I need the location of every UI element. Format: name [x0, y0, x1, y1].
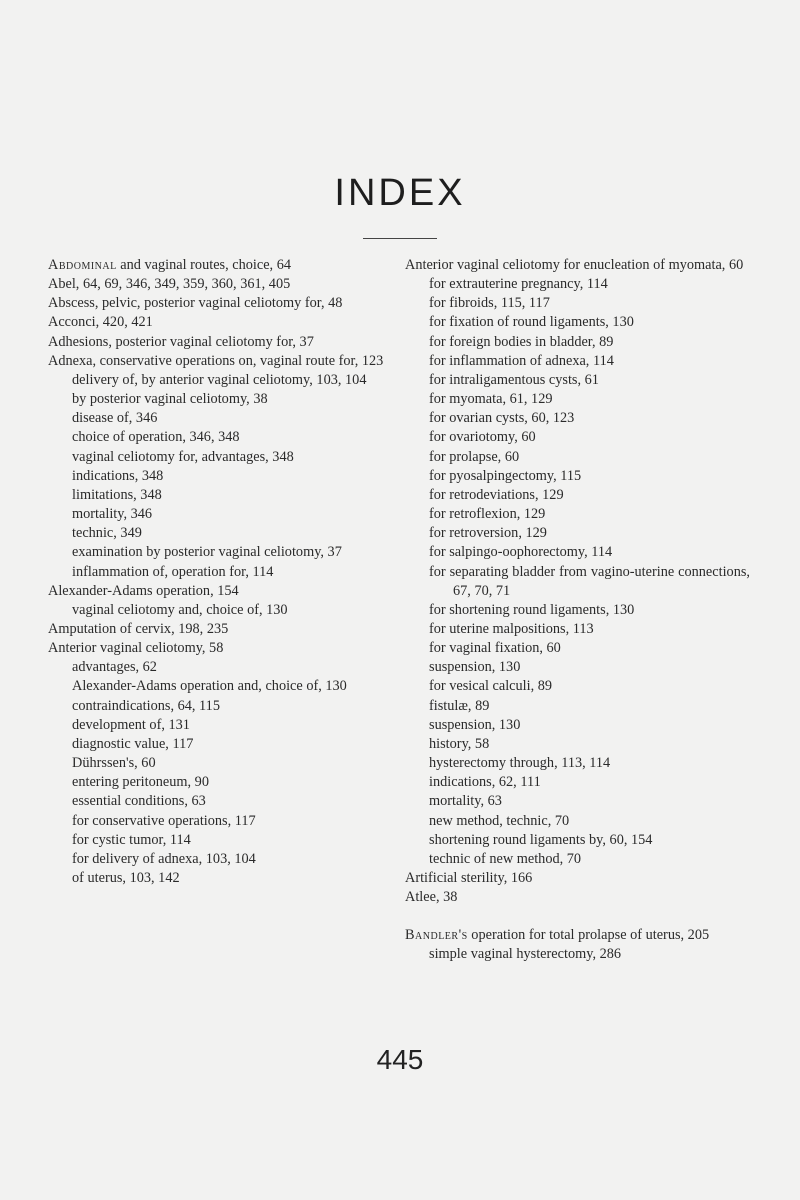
index-entry [48, 294, 394, 313]
index-entry-text: for inflammation of adnexa, 114 [429, 352, 614, 369]
index-subentry [405, 428, 750, 447]
index-subentry [48, 601, 394, 620]
index-entry-text: for conservative operations, 117 [72, 812, 256, 829]
index-subentry [405, 543, 750, 562]
index-subentry [405, 658, 750, 677]
index-subentry [48, 735, 394, 754]
index-subentry [405, 754, 750, 773]
index-subentry [48, 428, 394, 447]
index-column-left [48, 256, 394, 888]
index-subentry [405, 639, 750, 658]
index-entry-text: for separating bladder from vagino-uterine connections, 67, 70, 71 [429, 563, 750, 599]
index-subentry [48, 486, 394, 505]
index-entry [48, 256, 394, 275]
index-entry [48, 639, 394, 658]
index-entry-text: limitations, 348 [72, 486, 162, 503]
index-subentry [405, 505, 750, 524]
index-subentry [405, 275, 750, 294]
index-entry-text: by posterior vaginal celiotomy, 38 [72, 391, 268, 408]
index-entry-text: suspension, 130 [429, 716, 521, 733]
index-entry-text: technic, 349 [72, 525, 142, 542]
index-entry-text: simple vaginal hysterectomy, 286 [429, 946, 622, 963]
index-subentry [48, 831, 394, 850]
index-subentry [48, 390, 394, 409]
index-entry-text: essential conditions, 63 [72, 793, 206, 810]
index-entry [405, 926, 750, 945]
index-subentry [48, 773, 394, 792]
index-entry-text: Alexander-Adams operation, 154 [48, 582, 239, 599]
index-subentry [405, 409, 750, 428]
index-entry-text: Anterior vaginal celiotomy, 58 [48, 640, 224, 657]
index-entry-text: for shortening round ligaments, 130 [429, 601, 635, 618]
index-subentry [405, 716, 750, 735]
index-entry-text: Anterior vaginal celiotomy for enucleation of myomata, 60 [405, 257, 744, 273]
index-subentry [405, 677, 750, 696]
index-subentry [48, 869, 394, 888]
index-entry-text: for vaginal fixation, 60 [429, 640, 561, 657]
index-entry-text: for pyosalpingectomy, 115 [429, 467, 582, 484]
index-entry-text: Dührssen's, 60 [72, 755, 156, 772]
index-entry-text: Amputation of cervix, 198, 235 [48, 620, 229, 637]
index-entry-text: vaginal celiotomy and, choice of, 130 [72, 601, 288, 618]
index-entry-text: for retroversion, 129 [429, 525, 547, 542]
index-subentry [405, 792, 750, 811]
index-subentry [405, 467, 750, 486]
index-subentry [405, 945, 750, 964]
index-entry-text: indications, 348 [72, 467, 164, 484]
index-entry-text: shortening round ligaments by, 60, 154 [429, 831, 653, 848]
index-entry-text: for ovariotomy, 60 [429, 429, 536, 446]
index-subentry [405, 390, 750, 409]
index-entry [48, 275, 394, 294]
index-subentry [48, 371, 394, 390]
index-entry-text: for ovarian cysts, 60, 123 [429, 410, 575, 427]
index-entry-text: choice of operation, 346, 348 [72, 429, 240, 446]
index-subentry [48, 467, 394, 486]
index-subentry [405, 697, 750, 716]
index-column-right [405, 256, 750, 965]
index-entry-text: development of, 131 [72, 716, 190, 733]
index-entry-text: suspension, 130 [429, 659, 521, 676]
index-entry-text: for retroflexion, 129 [429, 506, 546, 523]
index-entry [405, 888, 750, 907]
index-entry-text: Abel, 64, 69, 346, 349, 359, 360, 361, 405 [48, 276, 291, 293]
index-subentry [405, 313, 750, 332]
index-entry-text: for fibroids, 115, 117 [429, 295, 550, 312]
index-subentry [405, 294, 750, 313]
index-subentry [48, 850, 394, 869]
index-entry-text: and vaginal routes, choice, 64 [116, 257, 292, 273]
index-entry-text: operation for total prolapse of uterus, 205 [467, 927, 710, 944]
index-subentry [405, 524, 750, 543]
index-entry-text: diagnostic value, 117 [72, 735, 194, 752]
index-entry-text: advantages, 62 [72, 659, 157, 676]
index-subentry [405, 831, 750, 850]
index-entry-text: mortality, 346 [72, 506, 153, 523]
index-entry-text: vaginal celiotomy for, advantages, 348 [72, 448, 294, 465]
index-subentry [405, 620, 750, 639]
index-subentry [405, 601, 750, 620]
index-subentry [48, 792, 394, 811]
index-subentry [48, 543, 394, 562]
index-entry-lead: Bandler's [405, 927, 468, 944]
index-entry-text: for uterine malpositions, 113 [429, 620, 594, 637]
index-entry-text: for vesical calculi, 89 [429, 678, 553, 695]
index-subentry [405, 486, 750, 505]
index-subentry [48, 505, 394, 524]
index-entry-text: indications, 62, 111 [429, 774, 541, 791]
index-letter-gap [405, 907, 750, 926]
index-entry-text: entering peritoneum, 90 [72, 774, 209, 791]
index-entry-text: for extrauterine pregnancy, 114 [429, 276, 608, 293]
index-entry-text: fistulæ, 89 [429, 697, 490, 714]
index-entry-text: Adhesions, posterior vaginal celiotomy for, 37 [48, 333, 314, 350]
index-entry-text: Atlee, 38 [405, 889, 458, 906]
index-entry-text: Alexander-Adams operation and, choice of, 130 [72, 678, 347, 695]
index-entry-text: examination by posterior vaginal celiotomy, 37 [72, 544, 342, 561]
index-subentry [48, 812, 394, 831]
index-subentry [405, 333, 750, 352]
index-entry-text: disease of, 346 [72, 410, 158, 427]
index-entry-text: Acconci, 420, 421 [48, 314, 153, 331]
index-entry-text: technic of new method, 70 [429, 850, 582, 867]
index-entry-text: for delivery of adnexa, 103, 104 [72, 850, 256, 867]
index-subentry [405, 448, 750, 467]
index-entry-text: for foreign bodies in bladder, 89 [429, 333, 614, 350]
index-entry [48, 620, 394, 639]
page-title: INDEX [334, 172, 466, 214]
index-entry-text: new method, technic, 70 [429, 812, 570, 829]
index-entry-text: Artificial sterility, 166 [405, 870, 533, 886]
index-entry-text: inflammation of, operation for, 114 [72, 563, 274, 580]
index-subentry [405, 352, 750, 371]
index-subentry [405, 563, 750, 601]
index-entry-text: delivery of, by anterior vaginal celiotomy, 103, 104 [72, 371, 367, 388]
index-entry-text: for salpingo-oophorectomy, 114 [429, 544, 613, 561]
index-entry-text: Abscess, pelvic, posterior vaginal celiotomy for, 48 [48, 295, 343, 312]
index-entry [48, 582, 394, 601]
index-entry [48, 333, 394, 352]
page-number: 445 [376, 1044, 424, 1075]
index-entry [405, 256, 750, 275]
index-entry-text: for prolapse, 60 [429, 448, 520, 465]
index-entry-text: mortality, 63 [429, 793, 502, 810]
index-entry-text: of uterus, 103, 142 [72, 870, 180, 886]
index-entry-text: for myomata, 61, 129 [429, 391, 553, 408]
index-entry-text: for cystic tumor, 114 [72, 831, 191, 848]
index-subentry [48, 677, 394, 696]
index-subentry [405, 812, 750, 831]
index-subentry [48, 658, 394, 677]
index-subentry [48, 448, 394, 467]
index-entry-text: for retrodeviations, 129 [429, 486, 564, 503]
index-subentry [48, 563, 394, 582]
index-subentry [405, 850, 750, 869]
title-rule [363, 238, 437, 239]
index-subentry [48, 716, 394, 735]
index-entry [405, 869, 750, 888]
index-subentry [405, 773, 750, 792]
index-subentry [48, 524, 394, 543]
index-entry-text: for intraligamentous cysts, 61 [429, 371, 599, 388]
index-subentry [48, 754, 394, 773]
index-subentry [48, 409, 394, 428]
index-entry-text: history, 58 [429, 735, 490, 752]
index-entry-lead: Abdominal [48, 257, 117, 273]
index-subentry [405, 371, 750, 390]
index-entry-text: hysterectomy through, 113, 114 [429, 755, 611, 772]
index-subentry [48, 697, 394, 716]
index-entry-text: Adnexa, conservative operations on, vaginal route for, 123 [48, 352, 384, 369]
index-entry-text: for fixation of round ligaments, 130 [429, 314, 634, 331]
index-entry-text: contraindications, 64, 115 [72, 697, 220, 714]
index-subentry [405, 735, 750, 754]
index-entry [48, 352, 394, 371]
index-entry [48, 313, 394, 332]
